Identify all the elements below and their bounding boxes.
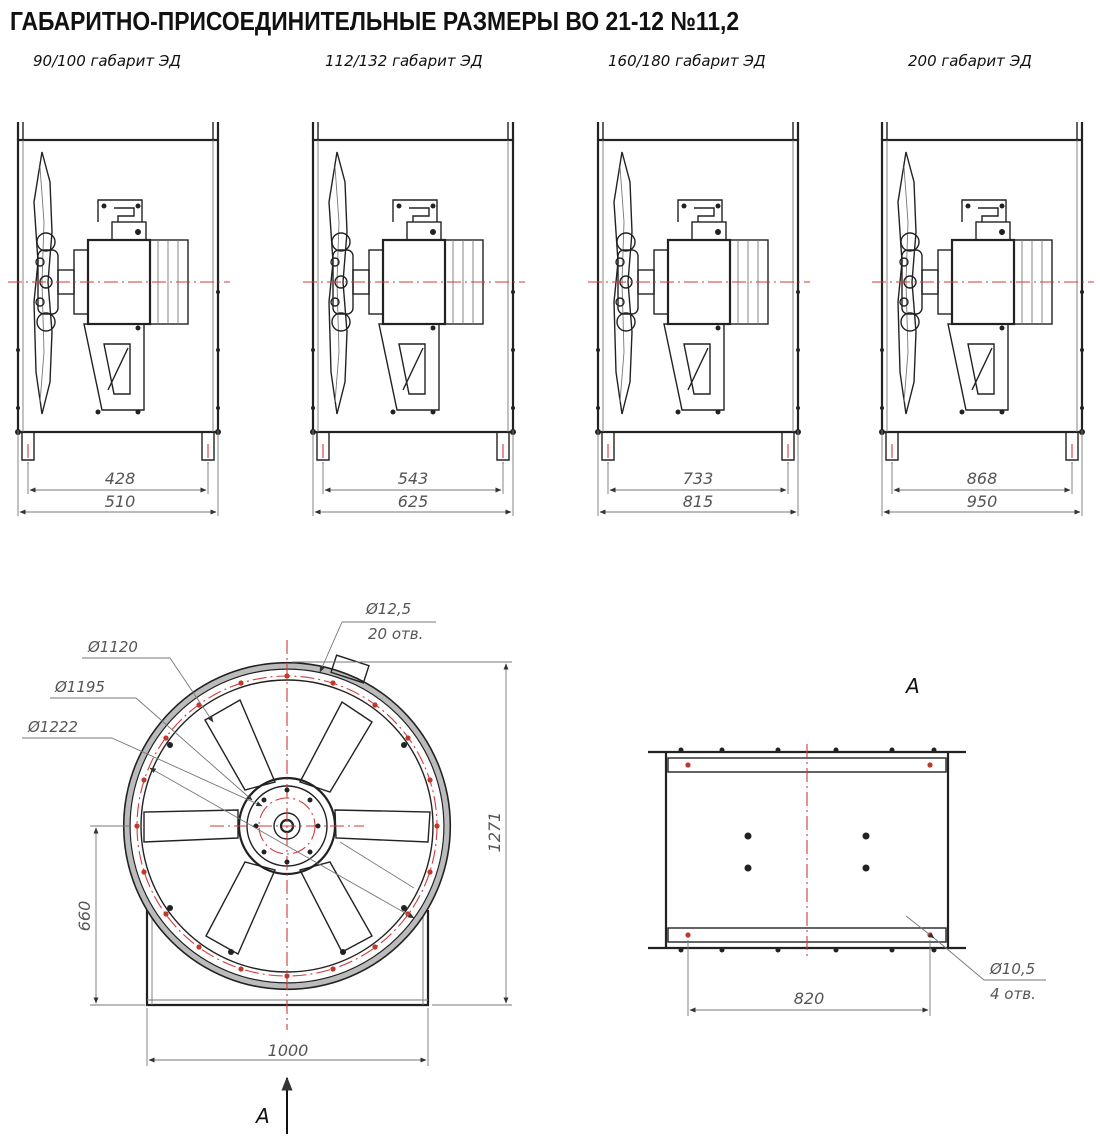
- front-hole-dia: Ø12,5: [366, 600, 412, 618]
- view-a-label: A: [906, 674, 920, 698]
- view-arrow-label: A: [256, 1104, 270, 1128]
- view-a-hole-dia: Ø10,5: [990, 960, 1036, 978]
- dim-inner-2: 543: [397, 469, 429, 488]
- dim-inner-3: 733: [682, 469, 714, 488]
- view-a-spacing-820: 820: [793, 989, 825, 1008]
- dim-outer-4: 950: [966, 492, 998, 511]
- variant-label-1: 90/100 габарит ЭД: [33, 52, 182, 70]
- side-view-112-132: [303, 122, 525, 464]
- side-view-dimensions: [18, 430, 1082, 516]
- dim-outer-2: 625: [397, 492, 429, 511]
- variant-label-4: 200 габарит ЭД: [908, 52, 1032, 70]
- dim-inner-4: 868: [966, 469, 998, 488]
- dim-inner-1: 428: [104, 469, 136, 488]
- dim-outer-3: 815: [682, 492, 714, 511]
- dim-outer-1: 510: [104, 492, 136, 511]
- front-dia-1120: Ø1120: [88, 638, 138, 656]
- front-width-1000: 1000: [267, 1041, 309, 1060]
- side-view-160-180: [588, 122, 810, 464]
- front-hole-count: 20 отв.: [368, 625, 424, 643]
- front-view-leaders: [22, 622, 436, 918]
- page-title: ГАБАРИТНО-ПРИСОЕДИНИТЕЛЬНЫЕ РАЗМЕРЫ ВО 21-12 №11,2: [10, 6, 740, 36]
- front-dia-1195: Ø1195: [55, 678, 105, 696]
- side-view-200: [872, 122, 1094, 464]
- front-height-660: 660: [75, 900, 94, 932]
- view-a-hole-count: 4 отв.: [990, 985, 1036, 1003]
- variant-label-2: 112/132 габарит ЭД: [325, 52, 483, 70]
- variant-label-3: 160/180 габарит ЭД: [608, 52, 766, 70]
- side-view-90-100: [8, 122, 230, 464]
- front-dia-1222: Ø1222: [28, 718, 78, 736]
- front-height-1271: 1271: [485, 811, 504, 853]
- front-view: [124, 640, 450, 1030]
- view-a: [648, 744, 1046, 1016]
